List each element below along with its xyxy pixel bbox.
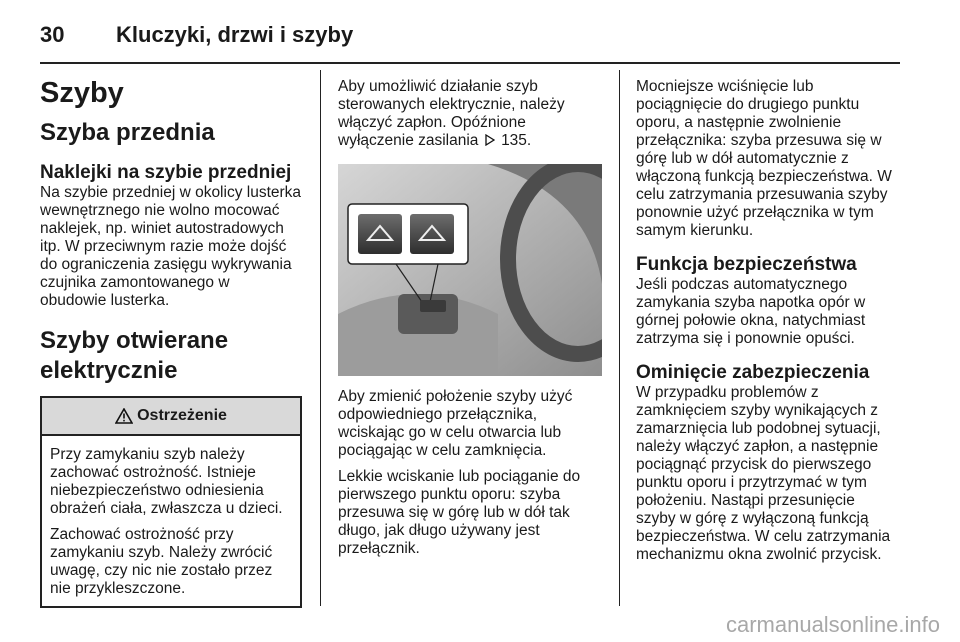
text-line: zamykania szyba napotka opór w <box>636 294 866 311</box>
warning-box <box>40 396 302 608</box>
text-line: zamknięciem szyby wynikających z <box>636 402 879 419</box>
text-line: przełącznika: szyba przesuwa się w <box>636 132 882 149</box>
warning-triangle-icon <box>115 408 133 424</box>
text-line: samym kierunku. <box>636 222 754 239</box>
override-heading: Ominięcie zabezpieczenia <box>636 362 870 383</box>
text-line: Na szybie przedniej w okolicy lusterka <box>40 184 302 201</box>
override-paragraph <box>636 384 906 564</box>
text-line: zamykaniu szyb. Należy zwrócić <box>50 544 273 561</box>
page-heading: Szyby <box>40 77 124 109</box>
switch-paragraph <box>338 388 606 460</box>
text-line: bezpieczeństwa. W celu zatrzymania <box>636 528 891 545</box>
text-line: górnej połowie okna, natychmiast <box>636 312 866 329</box>
text-line: punktu oporu i przytrzymać w tym <box>636 474 867 491</box>
text-line: Mocniejsze wciśnięcie lub <box>636 78 814 95</box>
text-line: wciskając go w celu otwarcia lub <box>338 424 562 441</box>
stickers-heading: Naklejki na szybie przedniej <box>40 162 292 183</box>
safety-function-heading: Funkcja bezpieczeństwa <box>636 254 857 275</box>
text-line: do ograniczenia zasięgu wykrywania <box>40 256 292 273</box>
text-line: należy włączyć zapłon, a następnie <box>636 438 879 455</box>
column-divider-1 <box>320 70 321 606</box>
text-line: położeniu. Nastąpi przesunięcie <box>636 492 855 509</box>
page-reference: 135. <box>501 132 532 149</box>
light-press-paragraph <box>338 468 606 558</box>
warning-body <box>42 436 300 606</box>
text-line: itp. W przeciwnym razie może dojść <box>40 238 287 255</box>
heading-line: Szyby otwierane <box>40 327 229 354</box>
column-2 <box>338 70 606 558</box>
text-line: przełącznik. <box>338 540 420 557</box>
text-line: W przypadku problemów z <box>636 384 819 401</box>
text-line: Lekkie wciskanie lub pociąganie do <box>338 468 581 485</box>
safety-function-paragraph <box>636 276 906 348</box>
text-line: Aby umożliwić działanie szyb <box>338 78 538 95</box>
text-line: zamarznięcia lub podobnej sytuacji, <box>636 420 881 437</box>
page-number: 30 <box>40 22 65 47</box>
power-windows-heading <box>40 326 305 386</box>
text-line: sterowanych elektrycznie, należy <box>338 96 565 113</box>
text-line: pociągnięcie do drugiego punktu <box>636 96 860 113</box>
text-line: nie przykleszczone. <box>50 580 186 597</box>
text-line: obrażeń ciała, zwłaszcza u dzieci. <box>50 500 283 517</box>
text-line: górę lub w dół automatycznie z <box>636 150 849 167</box>
warning-title: Ostrzeżenie <box>137 407 227 424</box>
text-line: odpowiedniego przełącznika, <box>338 406 538 423</box>
text-line: Przy zamykaniu szyb należy <box>50 446 245 463</box>
header-rule <box>40 62 900 64</box>
column-1 <box>40 70 305 608</box>
page-reference-arrow-icon <box>485 134 495 146</box>
text-line <box>338 132 606 150</box>
text-line: długo, jak długo używany jest <box>338 522 540 539</box>
text-span: wyłączenie zasilania <box>338 132 479 149</box>
text-line: włączyć zapłon. Opóźnione <box>338 114 526 131</box>
text-line: wewnętrznego nie wolno mocować <box>40 202 280 219</box>
text-line: pierwszego punktu oporu: szyba <box>338 486 561 503</box>
text-line: Zachować ostrożność przy <box>50 526 234 543</box>
text-line: włączoną funkcją bezpieczeństwa. W <box>636 168 892 185</box>
window-switch-photo <box>338 164 602 376</box>
windscreen-heading: Szyba przednia <box>40 119 215 146</box>
firm-press-paragraph <box>636 78 906 240</box>
text-line: celu zatrzymania przesuwania szyby <box>636 186 888 203</box>
text-line: zachować ostrożność. Istnieje <box>50 464 256 481</box>
text-line: niebezpieczeństwo odniesienia <box>50 482 264 499</box>
text-line: szyby w górę z wyłączoną funkcją <box>636 510 869 527</box>
text-line: czujnika zamontowanego w <box>40 274 230 291</box>
text-line: pociągnąć przycisk do pierwszego <box>636 456 872 473</box>
text-line: uwagę, czy nic nie zostało przez <box>50 562 273 579</box>
text-line: ponownie użyć przełącznika w tym <box>636 204 874 221</box>
text-line: Jeśli podczas automatycznego <box>636 276 848 293</box>
heading-line: elektrycznie <box>40 357 178 384</box>
column-3 <box>636 70 906 564</box>
watermark: carmanualsonline.info <box>725 612 940 637</box>
stickers-paragraph <box>40 184 305 310</box>
text-line: przesuwa się w górę lub w dół tak <box>338 504 570 521</box>
text-line: Aby zmienić położenie szyby użyć <box>338 388 573 405</box>
text-line: zatrzyma się i ponownie opuści. <box>636 330 855 347</box>
text-line: mechanizmu okna zwolnić przycisk. <box>636 546 882 563</box>
text-line: pociągając w celu zamknięcia. <box>338 442 547 459</box>
text-line: obudowie lusterka. <box>40 292 170 309</box>
text-line: oporu, a następnie zwolnienie <box>636 114 842 131</box>
window-switch-illustration <box>338 164 602 376</box>
section-title: Kluczyki, drzwi i szyby <box>116 22 354 47</box>
text-line: naklejek, np. winiet autostradowych <box>40 220 284 237</box>
intro-paragraph <box>338 78 606 150</box>
column-divider-2 <box>619 70 620 606</box>
warning-header <box>42 398 300 436</box>
